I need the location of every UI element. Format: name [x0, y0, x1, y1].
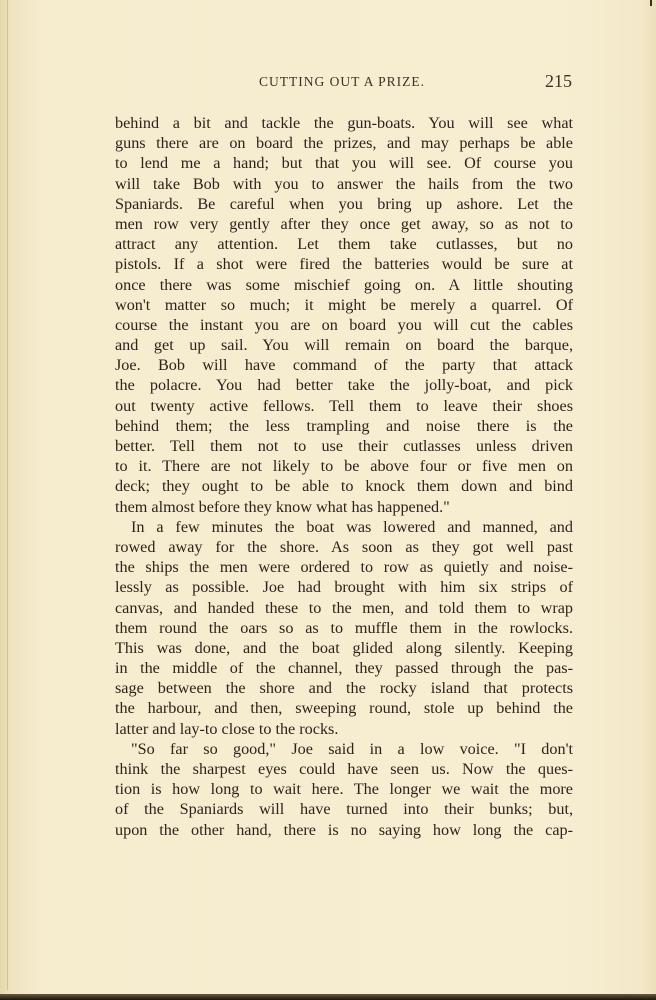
text-line: and get up sail. You will remain on board the barque, — [115, 336, 573, 355]
text-line: Spaniards. Be careful when you bring up ashore. Let the — [115, 194, 573, 213]
text-line: Joe. Bob will have command of the party that attack — [115, 356, 573, 375]
text-line: lessly as possible. Joe had brought with him six strips of — [115, 578, 573, 597]
text-line: once there was some mischief going on. A little shouting — [115, 275, 573, 294]
text-line: guns there are on board the prizes, and may perhaps be able — [115, 134, 573, 153]
text-line: them round the oars so as to muffle them in the rowlocks. — [115, 618, 573, 637]
text-line: won't matter so much; it might be merely a quarrel. Of — [115, 295, 573, 314]
text-line: the polacre. You had better take the jolly-boat, and pick — [115, 376, 573, 395]
corner-mark — [650, 0, 652, 6]
text-line: behind a bit and tackle the gun-boats. You will see what — [115, 114, 573, 132]
text-line: pistols. If a shot were fired the batteries would be sure at — [115, 255, 573, 274]
text-line: sage between the shore and the rocky island that protects — [115, 679, 573, 698]
text-line: of the Spaniards will have turned into their bunks; but, — [115, 800, 573, 819]
page-number: 215 — [545, 71, 572, 91]
text-line: behind them; the less trampling and noise there is the — [115, 416, 573, 435]
text-line: out twenty active fellows. Tell them to leave their shoes — [115, 396, 573, 415]
body-text — [115, 113, 573, 840]
text-line: latter and lay-to close to the rocks. — [115, 719, 339, 738]
text-line: to it. There are not likely to be above four or five men on — [115, 457, 573, 476]
text-line: "So far so good," Joe said in a low voice. "I don't — [131, 739, 573, 758]
text-line: deck; they ought to be able to knock them down and bind — [115, 477, 573, 496]
text-line: the ships the men were ordered to row as quietly and noise- — [115, 558, 573, 577]
text-line: upon the other hand, there is no saying how long the cap- — [115, 820, 573, 839]
text-line: better. Tell them not to use their cutlasses unless driven — [115, 437, 573, 455]
text-line: attract any attention. Let them take cutlasses, but no — [115, 235, 573, 254]
text-line: to lend me a hand; but that you will see. Of course you — [115, 154, 573, 173]
running-title: CUTTING OUT A PRIZE. — [259, 74, 426, 89]
text-line: the harbour, and then, sweeping round, stole up behind the — [115, 699, 573, 718]
text-line: This was done, and the boat glided along silently. Keeping — [115, 638, 573, 657]
text-line: canvas, and handed these to the men, and told them to wrap — [115, 598, 573, 617]
text-line: course the instant you are on board you will cut the cables — [115, 315, 573, 334]
text-line: In a few minutes the boat was lowered and manned, and — [131, 517, 573, 536]
text-line: will take Bob with you to answer the hails from the two — [115, 174, 573, 193]
page-bottom-edge — [0, 994, 656, 1000]
text-line: in the middle of the channel, they passed through the pas- — [115, 659, 573, 678]
gutter-shadow — [7, 0, 8, 990]
text-line: them almost before they know what has happened." — [115, 497, 450, 516]
text-line: rowed away for the shore. As soon as they got well past — [115, 537, 573, 556]
text-line: tion is how long to wait here. The longer we wait the more — [115, 780, 573, 799]
text-line: think the sharpest eyes could have seen us. Now the ques- — [115, 760, 573, 778]
text-line: men row very gently after they once get away, so as not to — [115, 214, 573, 233]
